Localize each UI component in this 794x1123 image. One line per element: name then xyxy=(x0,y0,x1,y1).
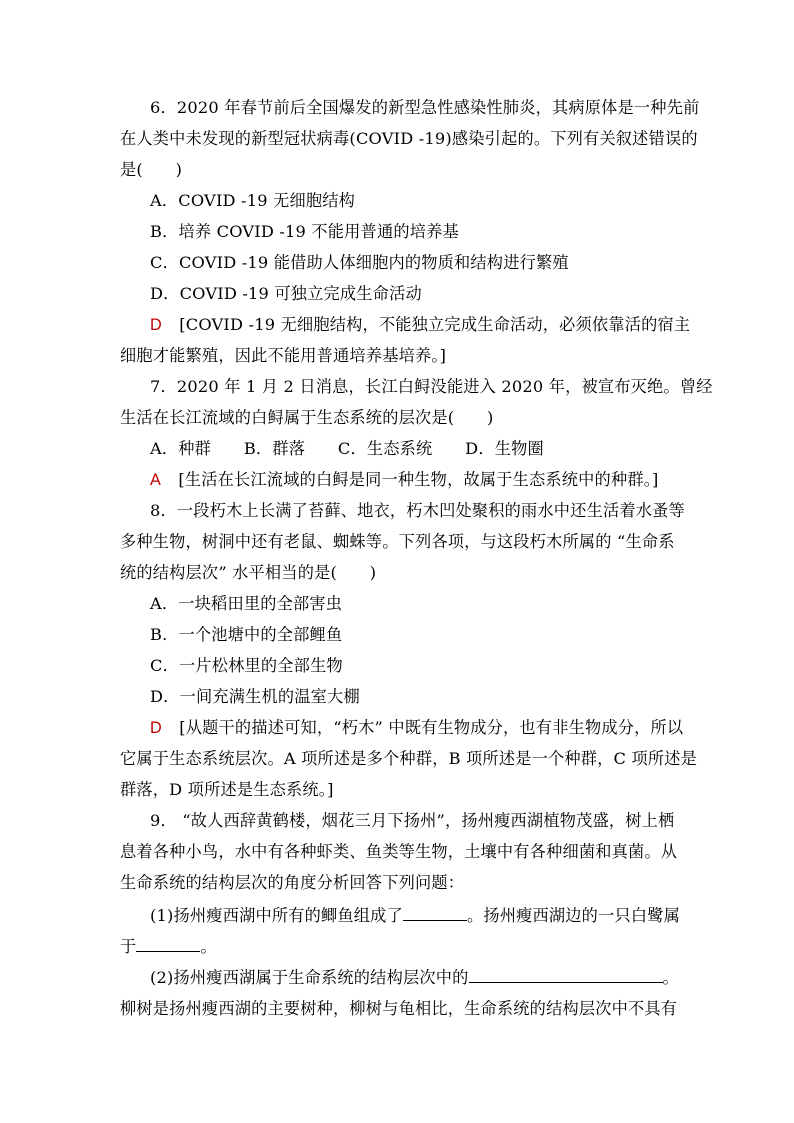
q9-stem-line-2: 息着各种小鸟，水中有各种虾类、鱼类等生物，土壤中有各种细菌和真菌。从 xyxy=(120,842,678,861)
q9-part1-blank-2[interactable] xyxy=(136,937,200,952)
q8-answer-line xyxy=(150,718,683,738)
q9-part2-text-a: (2)扬州瘦西湖属于生命系统的结构层次中的 xyxy=(150,968,469,987)
q9-stem-line-1: 9． “故人西辞黄鹤楼，烟花三月下扬州”，扬州瘦西湖植物茂盛，树上栖 xyxy=(150,811,675,830)
q7-stem-line-1: 7．2020 年 1 月 2 日消息，长江白鲟没能进入 2020 年，被宣布灭绝。曾经 xyxy=(150,377,713,396)
q6-answer-line xyxy=(150,315,690,335)
q8-stem-line-1: 8．一段朽木上长满了苔藓、地衣，朽木凹处聚积的雨水中还生活着水蚤等 xyxy=(150,501,685,520)
q7-explanation: [生活在长江流域的白鲟是同一种生物，故属于生态系统中的种群。] xyxy=(178,470,659,489)
q8-option-d: D．一间充满生机的温室大棚 xyxy=(150,687,360,706)
q9-part1-line-1 xyxy=(150,906,680,926)
q6-explanation-1: [COVID -19 无细胞结构，不能独立完成生命活动，必须依靠活的宿主 xyxy=(179,315,691,334)
q8-explanation-3: 群落，D 项所述是生态系统。] xyxy=(120,780,334,799)
q6-stem-line-3: 是( ) xyxy=(120,160,183,179)
q9-part1-text-c: 于 xyxy=(120,937,137,956)
q6-option-d: D．COVID -19 可独立完成生命活动 xyxy=(150,284,422,303)
q9-part1-line-2 xyxy=(120,937,217,957)
q9-part1-text-b: 。扬州瘦西湖边的一只白鹭属 xyxy=(466,906,681,925)
q6-option-c: C．COVID -19 能借助人体细胞内的物质和结构进行繁殖 xyxy=(150,253,569,272)
q6-answer: D xyxy=(150,316,162,334)
q8-explanation-2: 它属于生态系统层次。A 项所述是多个种群，B 项所述是一个种群，C 项所述是 xyxy=(120,749,698,768)
q9-part2-line-2: 柳树是扬州瘦西湖的主要树种，柳树与龟相比，生命系统的结构层次中不具有 xyxy=(120,999,678,1018)
q9-part2-line-1 xyxy=(150,968,679,988)
q8-option-c: C．一片松林里的全部生物 xyxy=(150,656,343,675)
q9-part2-text-b: 。 xyxy=(662,968,679,987)
q9-stem-line-3: 生命系统的结构层次的角度分析回答下列问题： xyxy=(120,873,465,892)
q9-part1-text-a: (1)扬州瘦西湖中所有的鲫鱼组成了 xyxy=(150,906,403,925)
q8-explanation-1: [从题干的描述可知，“朽木” 中既有生物成分，也有非生物成分，所以 xyxy=(179,718,684,737)
q6-option-a: A．COVID -19 无细胞结构 xyxy=(150,191,356,210)
q6-explanation-2: 细胞才能繁殖，因此不能用普通培养基培养。] xyxy=(120,346,447,365)
q9-part1-text-d: 。 xyxy=(200,937,217,956)
q7-answer-line xyxy=(150,470,659,490)
q8-stem-line-3: 统的结构层次” 水平相当的是( ) xyxy=(120,563,377,582)
q6-option-b: B．培养 COVID -19 不能用普通的培养基 xyxy=(150,222,459,241)
q8-answer: D xyxy=(150,719,162,737)
q9-part2-blank[interactable] xyxy=(469,968,663,983)
q8-option-a: A．一块稻田里的全部害虫 xyxy=(150,594,343,613)
q7-stem-line-2: 生活在长江流域的白鲟属于生态系统的层次是( ) xyxy=(120,408,494,427)
q8-option-b: B．一个池塘中的全部鲤鱼 xyxy=(150,625,343,644)
q6-stem-line-1: 6．2020 年春节前后全国爆发的新型急性感染性肺炎，其病原体是一种先前 xyxy=(150,98,700,117)
q6-stem-line-2: 在人类中未发现的新型冠状病毒(COVID -19)感染引起的。下列有关叙述错误的 xyxy=(120,129,698,148)
q8-stem-line-2: 多种生物，树洞中还有老鼠、蜘蛛等。下列各项，与这段朽木所属的 “生命系 xyxy=(120,532,675,551)
q7-answer: A xyxy=(150,471,161,489)
q9-part1-blank-1[interactable] xyxy=(403,906,467,921)
q7-options: A．种群 B．群落 C．生态系统 D．生物圈 xyxy=(150,439,544,458)
